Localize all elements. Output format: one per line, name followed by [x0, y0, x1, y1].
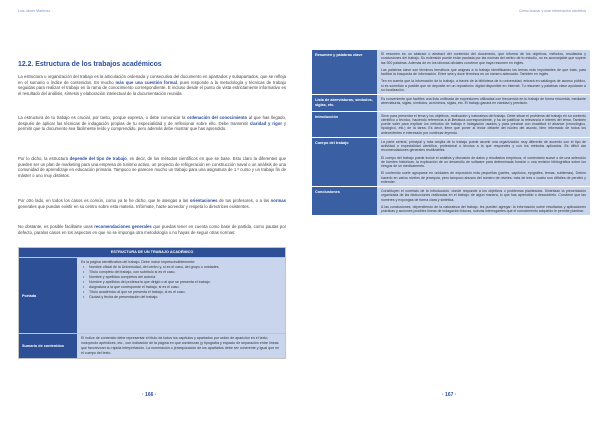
portada-bullet-list [81, 265, 281, 300]
list-item: • Nombre y apellidos completos del autor/a. [81, 275, 281, 280]
running-head-left-text: Luis Javier Martínez [18, 9, 51, 13]
table-row-content [377, 95, 590, 111]
highlighted-term: más que una cuestión formal [115, 79, 177, 85]
text-run: Por otro lado, en todos los casos es común, como ya te he dicho, que te atengas a las [18, 198, 190, 203]
text-run: Por lo dicho, la estructura [18, 156, 70, 161]
table-row-introduccion [312, 112, 590, 138]
text-run: , es decir, de los métodos científicos en que se base. Esto claro la diferentes que pueden ser un plan de marketing para una empresa de turismo activo, un proyecto de refrigeración en construcción naval o un análisis de una comunidad de aprendizaje en educación primaria. Tampoco se parecen mucho un trabajo para una asignatura de 1.º curso y un trabajo fin de máster o uno muy distintos. [18, 156, 286, 178]
table-row-cuerpo [312, 138, 590, 187]
table-row-label: Resumen y palabras clave [312, 50, 377, 94]
page-number-left: · 166 · [142, 392, 157, 398]
structure-table-continued [312, 50, 590, 216]
list-item: • Asignatura a la que corresponde el trabajo, si es el caso. [81, 285, 281, 290]
list-item: • Título completo del trabajo, con subtítulo si es el caso. [81, 270, 281, 275]
table-row-label: Conclusiones [312, 187, 377, 215]
text-run: , pues responde a la metodología y técnicas de trabajo seguidas para realizar el trabajo en la rama de conocimiento correspondiente. E incluso desde el punto de vista estrictamente informativo es el resultado del análisis, síntesis y elaboración intelectual de la documentación reunida. [18, 79, 286, 96]
text-run: que puedas tener en cuenta como base de partida, como pautas por defecto, paralos casos en los aspectos en que no se imponga otra metodología o no hayas de seguir otras normas: [18, 224, 287, 235]
table-paragraph: Ten en cuenta que la información de tu trabajo, a través de la biblioteca de tu universidad, entrará en catálogos de acceso público, si es sometido a posible que se deposite en un repositorio¹ digital disponible en Internet. Tu resumen y palabras clave ayudarán a su localización. [381, 79, 586, 92]
table-paragraph: El resumen es un abstract o abstract del contenido del documento, que informa de los objetivos, métodos, resultados y conclusiones del trabajo. Su extensión puede estar pautada por las normas del centro de tu estudio, no es aconsejable que supere las 300 palabras. Además de en los idiomas oficiales conviene que haya resumen en inglés. [381, 52, 586, 65]
table-paragraph: Constituyen el correlato de la introducción, donde responde a los objetivos o problemas planteados. Sintetizan la presentación organizada de las deducciones realizadas en el trabajo: de algún manera, lo que has aprendido o descubierto. Conviene que las numeres y expongas de forma clara y sintética. [381, 189, 586, 202]
list-item: • Título académico al que se presenta el trabajo, si es el caso. [81, 290, 281, 295]
table-paragraph: El contenido suele agruparse en unidades de exposición más pequeñas (partes, capítulos, epígrafes, temas, subtemas). Deben hacerlo en varios niveles de jerarquía, pero tampoco abuses del número de niveles: más de tres o cuatro son difíciles de percibir y entender. [381, 171, 586, 184]
table-row-resumen [312, 50, 590, 95]
text-run: al que has llegado, después de aplicar las técnicas de indagación propias de tu especialidad y de reflexionar sobre ello. Debe transmitir [18, 115, 286, 126]
table-row-content [377, 112, 590, 137]
running-head-right [519, 10, 586, 14]
text-run: generales que puedan existir en su centro sobre esta materia. Infórmate, hazte acreedor y respeta lo directrices existentes. [18, 203, 250, 209]
text-run: No obstante, es posible facilitarte unas [18, 224, 95, 229]
highlighted-term: normas [270, 198, 286, 203]
paragraph-1 [18, 74, 286, 96]
structure-table [18, 247, 286, 359]
table-row-content [77, 334, 285, 358]
table-row-label: Portada [19, 258, 77, 333]
table-paragraph: El cuerpo del trabajo puede incluir el análisis y discusión de datos y resultados empíricos, el comentario suave o de una selección de fuentes históricas, la explicación de un desarrollo de software para determinada función o una revisión bibliográfica sobre los riesgos de un medicamento. [381, 155, 586, 169]
running-head-left [18, 10, 50, 14]
table-row-label: Cuerpo del trabajo [312, 138, 377, 186]
paragraph-5 [18, 224, 286, 235]
table-row-conclusiones [312, 187, 590, 216]
text-run: de tus profesores, o a las [217, 198, 271, 203]
highlighted-term: recomendaciones generales [94, 224, 152, 229]
highlighted-term: ordenación del conocimiento [187, 115, 248, 120]
section-title: 12.2. Estructura de los trabajos académicos [18, 61, 162, 68]
table-row-content [77, 258, 285, 333]
table-row-content [377, 50, 590, 94]
highlighted-term: claridad y rigor [249, 120, 282, 126]
table-paragraph: Las palabras clave son términos temáticos que asignas a tu trabajo identificando los temas más importantes de que trata, para facilitar la búsqueda de información. Entre seis y doce términos es un número adecuado. También en inglés. [381, 67, 586, 76]
table-row-label: Introducción [312, 112, 377, 137]
table-row-sumario [19, 333, 285, 358]
text-run: La estructura u organización del trabajo es la articulación ordenada y consecutiva del documento en apartados y subapartados, que se refleja en el sumario o índice de contenidos. Es mucho [18, 74, 286, 85]
table-row-portada [19, 257, 285, 333]
table-paragraph: A las conclusiones, dependiendo de la naturaleza del trabajo, les pueden agregar: la información sobre resultados y aplicaciones prácticas y acciones posibles líneas de indagación futuras, nuevas interrogantes que el conocimiento adquirido le permite plantear. [381, 204, 586, 214]
table-row-text: El índice de contenido debe representar el título de todos los capítulos y apartados por orden de aparición en el texto, incluyendo apéndices, etc., con indicación de la página en que comienzan (y tipografía y espacio de separación entre líneas que favorezcan su rápida interpretación. La numeración o jerarquización de los apartados debe ser coherente y igual que en el cuerpo del texto. [81, 336, 280, 355]
page-number-right: · 167 · [442, 392, 457, 398]
table-paragraph: Es conveniente que facilites una lista unificada de expresiones utilizadas con frecuencia en tu trabajo de forma resumida, mediante abreviaturas, siglas, símbolos, acrónimos, siglas, etc. El trabajo ganará en claridad y precisión. [381, 97, 586, 106]
table-row-label: Sumario de contenidos [19, 334, 77, 358]
table-row-content [377, 138, 590, 186]
text-run: La estructura de tu trabajo es crucial, por tanto, porque expresa, o debe comunicar la [18, 115, 188, 120]
paragraph-4 [18, 198, 286, 209]
table-row-label: Lista de abreviaturas, símbolos, siglas, etc. [312, 95, 377, 111]
paragraph-2 [18, 115, 286, 132]
table-row-text: Es la página identificativa del trabajo. Debe incluir imprescindiblemente: [81, 260, 196, 264]
text-run: y permitir que tu documento sea fácilmente leído y comprendido, pero además debe mostrar que has aprendido. [18, 120, 286, 132]
table-paragraph: La parte central, principal y más amplia de tu trabajo puede asumir una organización muy diferente de acuerdo con el tipo de actividad o especialidad científica, profesional o técnica a la que respondes y con los métodos aplicados. Es difícil dar recomendaciones generales reutilizables. [381, 139, 586, 153]
highlighted-term: orientaciones [189, 198, 218, 203]
table-row-content [377, 187, 590, 215]
paragraph-3 [18, 156, 286, 178]
list-item: • Nombre oficial de la Universidad, del centro y, si es el caso, del grupo o unidades. [81, 265, 281, 270]
structure-table-title: ESTRUCTURA DE UN TRABAJO ACADÉMICO [19, 248, 285, 257]
right-page [300, 0, 600, 424]
list-item: • Nombre y apellidos del profesor/a que dirigió o al que se presenta el trabajo. [81, 280, 281, 285]
running-head-right-text: Cómo buscar y usar información científica [519, 9, 586, 13]
table-paragraph: Sirve para presentar el tema y los objetivos, motivación y naturaleza del trabajo. Debe situar el problema del trabajo en su contexto científico o técnico, haciendo referencia a la literatura correspondiente, y ha de justificar la relevancia e interés del tema. También puede valer para explicar los métodos de trabajo e indagación usados y para precisar con exactitud el alcance (cronológico, tipológico, etc.) de la tarea. Es decir, tiene que poner al lector delante del núcleo del asunto, bien informado de todos los antecedentes e interesado por continuar leyendo. [381, 113, 586, 135]
list-item: • Ciudad y fecha de presentación del trabajo. [81, 295, 281, 300]
highlighted-term: depende del tipo de trabajo [69, 156, 127, 161]
table-row-abreviaturas [312, 95, 590, 112]
